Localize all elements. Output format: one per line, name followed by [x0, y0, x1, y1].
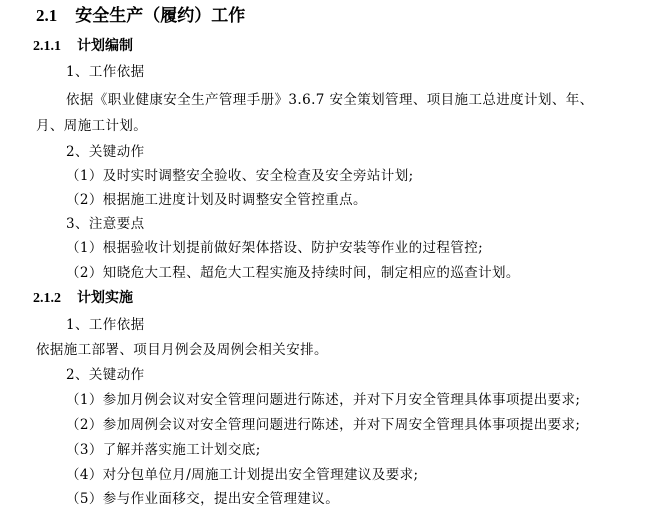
section-heading: [36, 2, 245, 30]
sub1-note-item-1: （1）根据验收计划提前做好架体搭设、防护安装等作业的过程管控;: [66, 240, 484, 256]
sub1-basis-heading: 1、工作依据: [66, 64, 145, 80]
sub2-basis-text: 依据施工部署、项目月例会及周例会相关安排。: [36, 342, 328, 358]
sub1-basis-text-line2: 月、周施工计划。: [36, 118, 148, 134]
sub1-basis-text-line1: 依据《职业健康安全生产管理手册》3.6.7 安全策划管理、项目施工总进度计划、年、: [66, 92, 594, 108]
sub2-action-item-5: （5）参与作业面移交，提出安全管理建议。: [66, 491, 340, 507]
sub1-action-item-1: （1）及时实时调整安全验收、安全检查及安全旁站计划;: [66, 168, 414, 184]
sub1-action-item-2: （2）根据施工进度计划及时调整安全管控重点。: [66, 192, 367, 208]
sub2-action-item-3: （3）了解并落实施工计划交底;: [66, 442, 261, 458]
sub2-basis-heading: 1、工作依据: [66, 317, 145, 333]
subsection-heading-1: [33, 34, 133, 59]
section-title: 安全生产（履约）工作: [75, 6, 246, 26]
sub1-notes-heading: 3、注意要点: [66, 216, 145, 232]
sub2-action-item-4: （4）对分包单位月/周施工计划提出安全管理建议及要求;: [66, 467, 419, 483]
subsection-title-2: 计划实施: [77, 290, 133, 306]
subsection-number-2: 2.1.2: [33, 291, 61, 306]
section-number: 2.1: [36, 6, 58, 25]
sub2-action-item-1: （1）参加月例会议对安全管理问题进行陈述，并对下月安全管理具体事项提出要求;: [66, 392, 581, 408]
sub1-note-item-2: （2）知晓危大工程、超危大工程实施及持续时间，制定相应的巡查计划。: [66, 265, 520, 281]
subsection-number-1: 2.1.1: [33, 39, 61, 54]
sub1-actions-heading: 2、关键动作: [66, 144, 145, 160]
subsection-heading-2: [33, 286, 133, 311]
sub2-actions-heading: 2、关键动作: [66, 367, 145, 383]
subsection-title-1: 计划编制: [77, 38, 133, 54]
sub2-action-item-2: （2）参加周例会议对安全管理问题进行陈述，并对下周安全管理具体事项提出要求;: [66, 417, 581, 433]
